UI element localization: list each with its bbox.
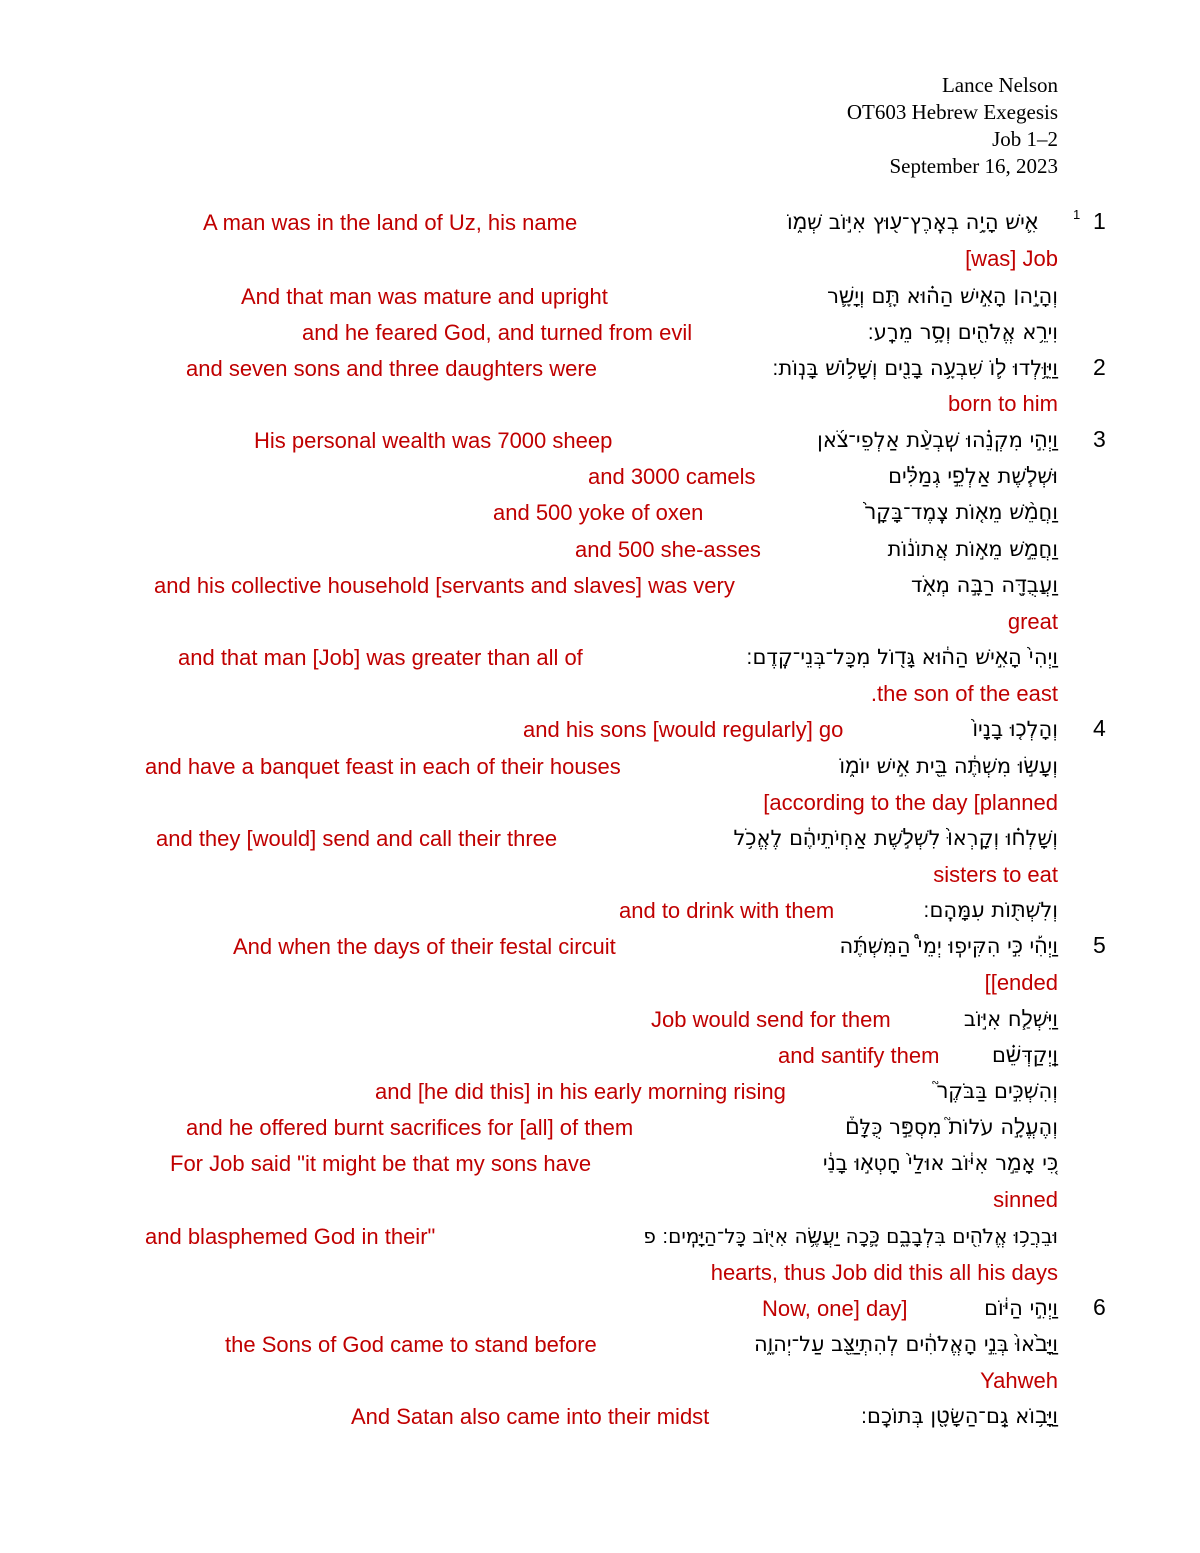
verse-number-4: 4 <box>1093 715 1106 741</box>
hebrew-line: וְשָׁלְח֗וּ וְקָרְאוּ֙ לִשְׁל֣שֶׁת אַחְיֹתֵיהֶ֔ם לֶאֱכֹ֥ל <box>733 826 1058 850</box>
translation-line: Now, one] day] <box>762 1296 908 1321</box>
hebrew-line: וַיִּשְׁלַ֧ח אִיּ֣וֹב <box>963 1007 1058 1031</box>
translation-line: Job would send for them <box>651 1007 891 1032</box>
hebrew-line: וַחֲמֵ֨שׁ מֵא֤וֹת צֶֽמֶד־בָּקָר֙ <box>864 500 1058 524</box>
hebrew-line: וַיָּבֹ֙אוּ֙ בְּנֵ֣י הָאֱלֹהִ֔ים לְהִתְיַצֵּ֖ב עַל־יְהוָ֑ה <box>753 1332 1058 1356</box>
hebrew-line: וַחֲמֵ֣שׁ מֵא֣וֹת אֲתוֹנ֔וֹת <box>887 537 1058 561</box>
translation-line: And that man was mature and upright <box>241 284 608 309</box>
translation-line: For Job said "it might be that my sons have <box>170 1151 592 1176</box>
translation-line: and blasphemed God in their" <box>145 1224 436 1249</box>
document-header <box>847 72 1058 180</box>
translation-continuation: great <box>1007 609 1058 634</box>
translation-line: A man was in the land of Uz, his name <box>203 210 578 235</box>
verse-number-1: 1 <box>1093 208 1106 234</box>
verse-number-3: 3 <box>1093 426 1106 452</box>
hebrew-line: כִּ֚י אָמַ֣ר אִיּ֔וֹב אוּלַי֙ חָטְא֣וּ בָנַ֔י <box>822 1151 1058 1175</box>
translation-line: and to drink with them <box>619 898 835 923</box>
translation-line: and that man [Job] was greater than all of <box>178 645 583 670</box>
hebrew-line: וִירֵ֥א אֱלֹהִ֖ים וְסָ֥ר מֵרָֽע׃ <box>867 320 1058 344</box>
hebrew-line: וְהָיָ֣ה׀ הָאִ֣ישׁ הַה֗וּא תָּ֧ם וְיָשָׁ֛ר <box>827 284 1058 308</box>
hebrew-line: וְלִשְׁתּ֖וֹת עִמָּהֶֽם׃ <box>923 898 1058 922</box>
hebrew-line: וַיְהִ֣י מִקְנֵ֗הוּ שִֽׁבְעַ֨ת אַלְפֵי־צֹ֜אן <box>817 428 1058 452</box>
translation-continuation: [[ended <box>984 970 1058 995</box>
translation-line: And when the days of their festal circuit <box>233 934 616 959</box>
hebrew-line: וַיִּוָּ֥לְדוּ ל֛וֹ שִׁבְעָ֥ה בָנִ֖ים וְשָׁל֥וֹשׁ בָּנֽוֹת׃ <box>772 356 1058 380</box>
translation-continuation: Yahweh <box>980 1368 1058 1393</box>
translation-line: And Satan also came into their midst <box>351 1404 710 1429</box>
hebrew-line: וַעֲבֻדָּ֖ה רַבָּ֣ה מְאֹ֑ד <box>911 573 1058 597</box>
translation-continuation: [according to the day [planned <box>763 790 1058 815</box>
verse-number-6: 6 <box>1093 1294 1106 1320</box>
hebrew-line: וְהִשְׁכִּ֣ים בַּבֹּקֶר֮ <box>936 1079 1058 1103</box>
hebrew-line: וַֽיְקַדְּשֵׁ֗ם <box>991 1043 1058 1067</box>
footnote-reference[interactable]: 1 <box>1073 207 1081 222</box>
translation-line: and [he did this] in his early morning rising <box>375 1079 786 1104</box>
hebrew-line: וַיְהִי֙ הָאִ֣ישׁ הַה֔וּא גָּד֖וֹל מִכָּל־בְּנֵי־קֶֽדֶם׃ <box>746 645 1058 669</box>
translation-line: and 500 she-asses <box>575 537 761 562</box>
hebrew-line: וְהָלְכ֤וּ בָנָיו֙ <box>972 717 1058 741</box>
verse-number-2: 2 <box>1093 354 1106 380</box>
hebrew-line: וּבֵרֲכ֥וּ אֱלֹהִ֖ים בִּלְבָבָ֑ם כָּ֛כָה יַעֲשֶׂ֥ה אִיּ֖וֹב כָּל־הַיָּמִֽים׃ פ <box>643 1224 1058 1248</box>
translation-continuation: hearts, thus Job did this all his days <box>710 1260 1058 1285</box>
translation-line: His personal wealth was 7000 sheep <box>254 428 613 453</box>
translation-continuation: sinned <box>993 1187 1058 1212</box>
translation-line: and they [would] send and call their three <box>156 826 558 851</box>
hebrew-line: וְעָשׂ֣וּ מִשְׁתֶּ֔ה בֵּ֖ית אִ֣ישׁ יוֹמ֑וֹ <box>839 754 1058 778</box>
document-date: September 16, 2023 <box>889 154 1058 178</box>
hebrew-line: וַיָּב֥וֹא גַֽם־הַשָּׂטָ֖ן בְּתוֹכָֽם׃ <box>860 1404 1058 1428</box>
verse-number-5: 5 <box>1093 932 1106 958</box>
translation-line: and his sons [would regularly] go <box>523 717 844 742</box>
translation-continuation: [was] Job <box>965 246 1058 271</box>
translation-line: and 500 yoke of oxen <box>493 500 704 525</box>
author-name: Lance Nelson <box>941 73 1058 97</box>
translation-line: and his collective household [servants and slaves] was very <box>154 573 735 598</box>
translation-line: and santify them <box>778 1043 940 1068</box>
course-title: OT603 Hebrew Exegesis <box>846 100 1058 124</box>
hebrew-line: וְהֶעֱלָ֣ה עֹלוֹת֮ מִסְפַּ֣ר כֻּלָּם֒ <box>845 1115 1058 1139</box>
hebrew-line: אִ֛ישׁ הָיָ֥ה בְאֶֽרֶץ־ע֖וּץ אִיּ֣וֹב שְׁמ֑וֹ <box>787 210 1038 234</box>
translation-line: and he offered burnt sacrifices for [all] of them <box>186 1115 634 1140</box>
hebrew-line: וַיְהִ֡י כִּ֣י הִקִּיפֽוּ יְמֵי֩ הַמִּשְׁתֶּ֜ה <box>839 934 1058 958</box>
translation-line: and 3000 camels <box>588 464 756 489</box>
translation-line: and seven sons and three daughters were <box>186 356 597 381</box>
translation-line: and have a banquet feast in each of their houses <box>145 754 621 779</box>
translation-continuation: sisters to eat <box>933 862 1058 887</box>
translation-continuation: .the son of the east <box>870 681 1058 706</box>
hebrew-line: וּשְׁל֧שֶׁת אַלְפֵ֣י גְמַלִּ֗ים <box>888 464 1058 488</box>
translation-line: and he feared God, and turned from evil <box>302 320 693 345</box>
translation-continuation: born to him <box>947 391 1058 416</box>
passage-reference: Job 1–2 <box>992 127 1058 151</box>
hebrew-line: וַיְהִ֣י הַיּ֔וֹם <box>984 1296 1058 1320</box>
translation-line: the Sons of God came to stand before <box>225 1332 597 1357</box>
